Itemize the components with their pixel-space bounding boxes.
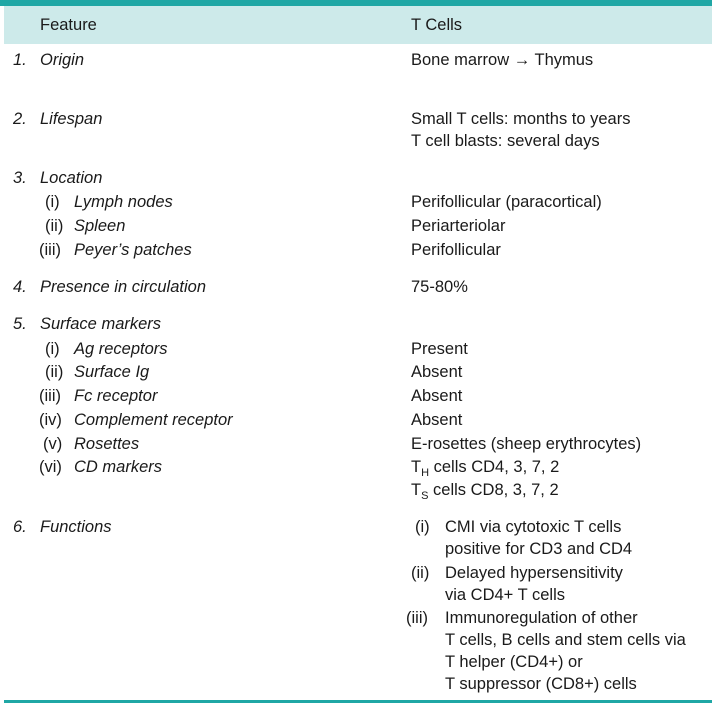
feature-functions: Functions — [40, 518, 112, 536]
feature-spleen: Spleen — [74, 217, 126, 235]
function-dth-line: via CD4+ T cells — [445, 586, 565, 604]
row-number: 2. — [13, 110, 27, 128]
row-number: 1. — [13, 51, 27, 69]
feature-circulation: Presence in circulation — [40, 278, 206, 296]
sub-numeral: (ii) — [411, 564, 430, 582]
value-circulation: 75-80% — [411, 278, 468, 296]
value-surface-ig: Absent — [411, 363, 463, 381]
feature-surface-ig: Surface Ig — [74, 363, 150, 381]
function-immunoregulation-line: Immunoregulation of other — [445, 609, 638, 627]
value-cd-markers-th: $T_H$ cells CD4, 3, 7, 2 — [411, 458, 560, 479]
table-header — [4, 6, 712, 44]
function-dth-line: Delayed hypersensitivity — [445, 564, 623, 582]
sub-numeral: (i) — [415, 518, 430, 536]
sub-numeral: (ii) — [45, 217, 64, 235]
feature-origin: Origin — [40, 51, 85, 69]
feature-surface-markers: Surface markers — [40, 315, 162, 333]
sub-numeral: (iii) — [39, 387, 61, 405]
feature-rosettes: Rosettes — [74, 435, 140, 453]
header-t-cells: T Cells — [411, 16, 463, 34]
value-cd-markers-ts: $T_S$ cells CD8, 3, 7, 2 — [411, 481, 559, 502]
sub-numeral: (i) — [45, 193, 60, 211]
sub-numeral: (iii) — [406, 609, 428, 627]
feature-fc-receptor: Fc receptor — [74, 387, 158, 405]
value-peyers-patches: Perifollicular — [411, 241, 501, 259]
function-immunoregulation-line: T helper (CD4+) or — [445, 653, 583, 671]
feature-cd-markers: CD markers — [74, 458, 163, 476]
bottom-rule — [4, 700, 712, 703]
sub-numeral: (iv) — [39, 411, 62, 429]
value-lifespan-small: Small T cells: months to years — [411, 110, 631, 128]
header-feature: Feature — [40, 16, 97, 34]
row-number: 5. — [13, 315, 27, 333]
value-fc-receptor: Absent — [411, 387, 463, 405]
feature-lifespan: Lifespan — [40, 110, 103, 128]
function-cmi-line: CMI via cytotoxic T cells — [445, 518, 622, 536]
value-origin: Bone marrow → Thymus — [411, 51, 594, 69]
function-cmi-line: positive for CD3 and CD4 — [445, 540, 633, 558]
function-immunoregulation-line: T suppressor (CD8+) cells — [445, 675, 637, 693]
value-complement-receptor: Absent — [411, 411, 463, 429]
sub-numeral: (i) — [45, 340, 60, 358]
value-rosettes: E-rosettes (sheep erythrocytes) — [411, 435, 642, 453]
sub-numeral: (vi) — [39, 458, 62, 476]
row-number: 6. — [13, 518, 27, 536]
row-number: 4. — [13, 278, 27, 296]
value-spleen: Periarteriolar — [411, 217, 506, 235]
feature-ag-receptors: Ag receptors — [74, 340, 168, 358]
function-immunoregulation-line: T cells, B cells and stem cells via — [445, 631, 686, 649]
feature-complement-receptor: Complement receptor — [74, 411, 233, 429]
value-lymph-nodes: Perifollicular (paracortical) — [411, 193, 602, 211]
row-number: 3. — [13, 169, 27, 187]
value-ag-receptors: Present — [411, 340, 468, 358]
sub-numeral: (ii) — [45, 363, 64, 381]
sub-numeral: (iii) — [39, 241, 61, 259]
sub-numeral: (v) — [43, 435, 63, 453]
feature-lymph-nodes: Lymph nodes — [74, 193, 173, 211]
value-lifespan-blasts: T cell blasts: several days — [411, 132, 600, 150]
feature-location: Location — [40, 169, 103, 187]
feature-peyers-patches: Peyer’s patches — [74, 241, 192, 259]
